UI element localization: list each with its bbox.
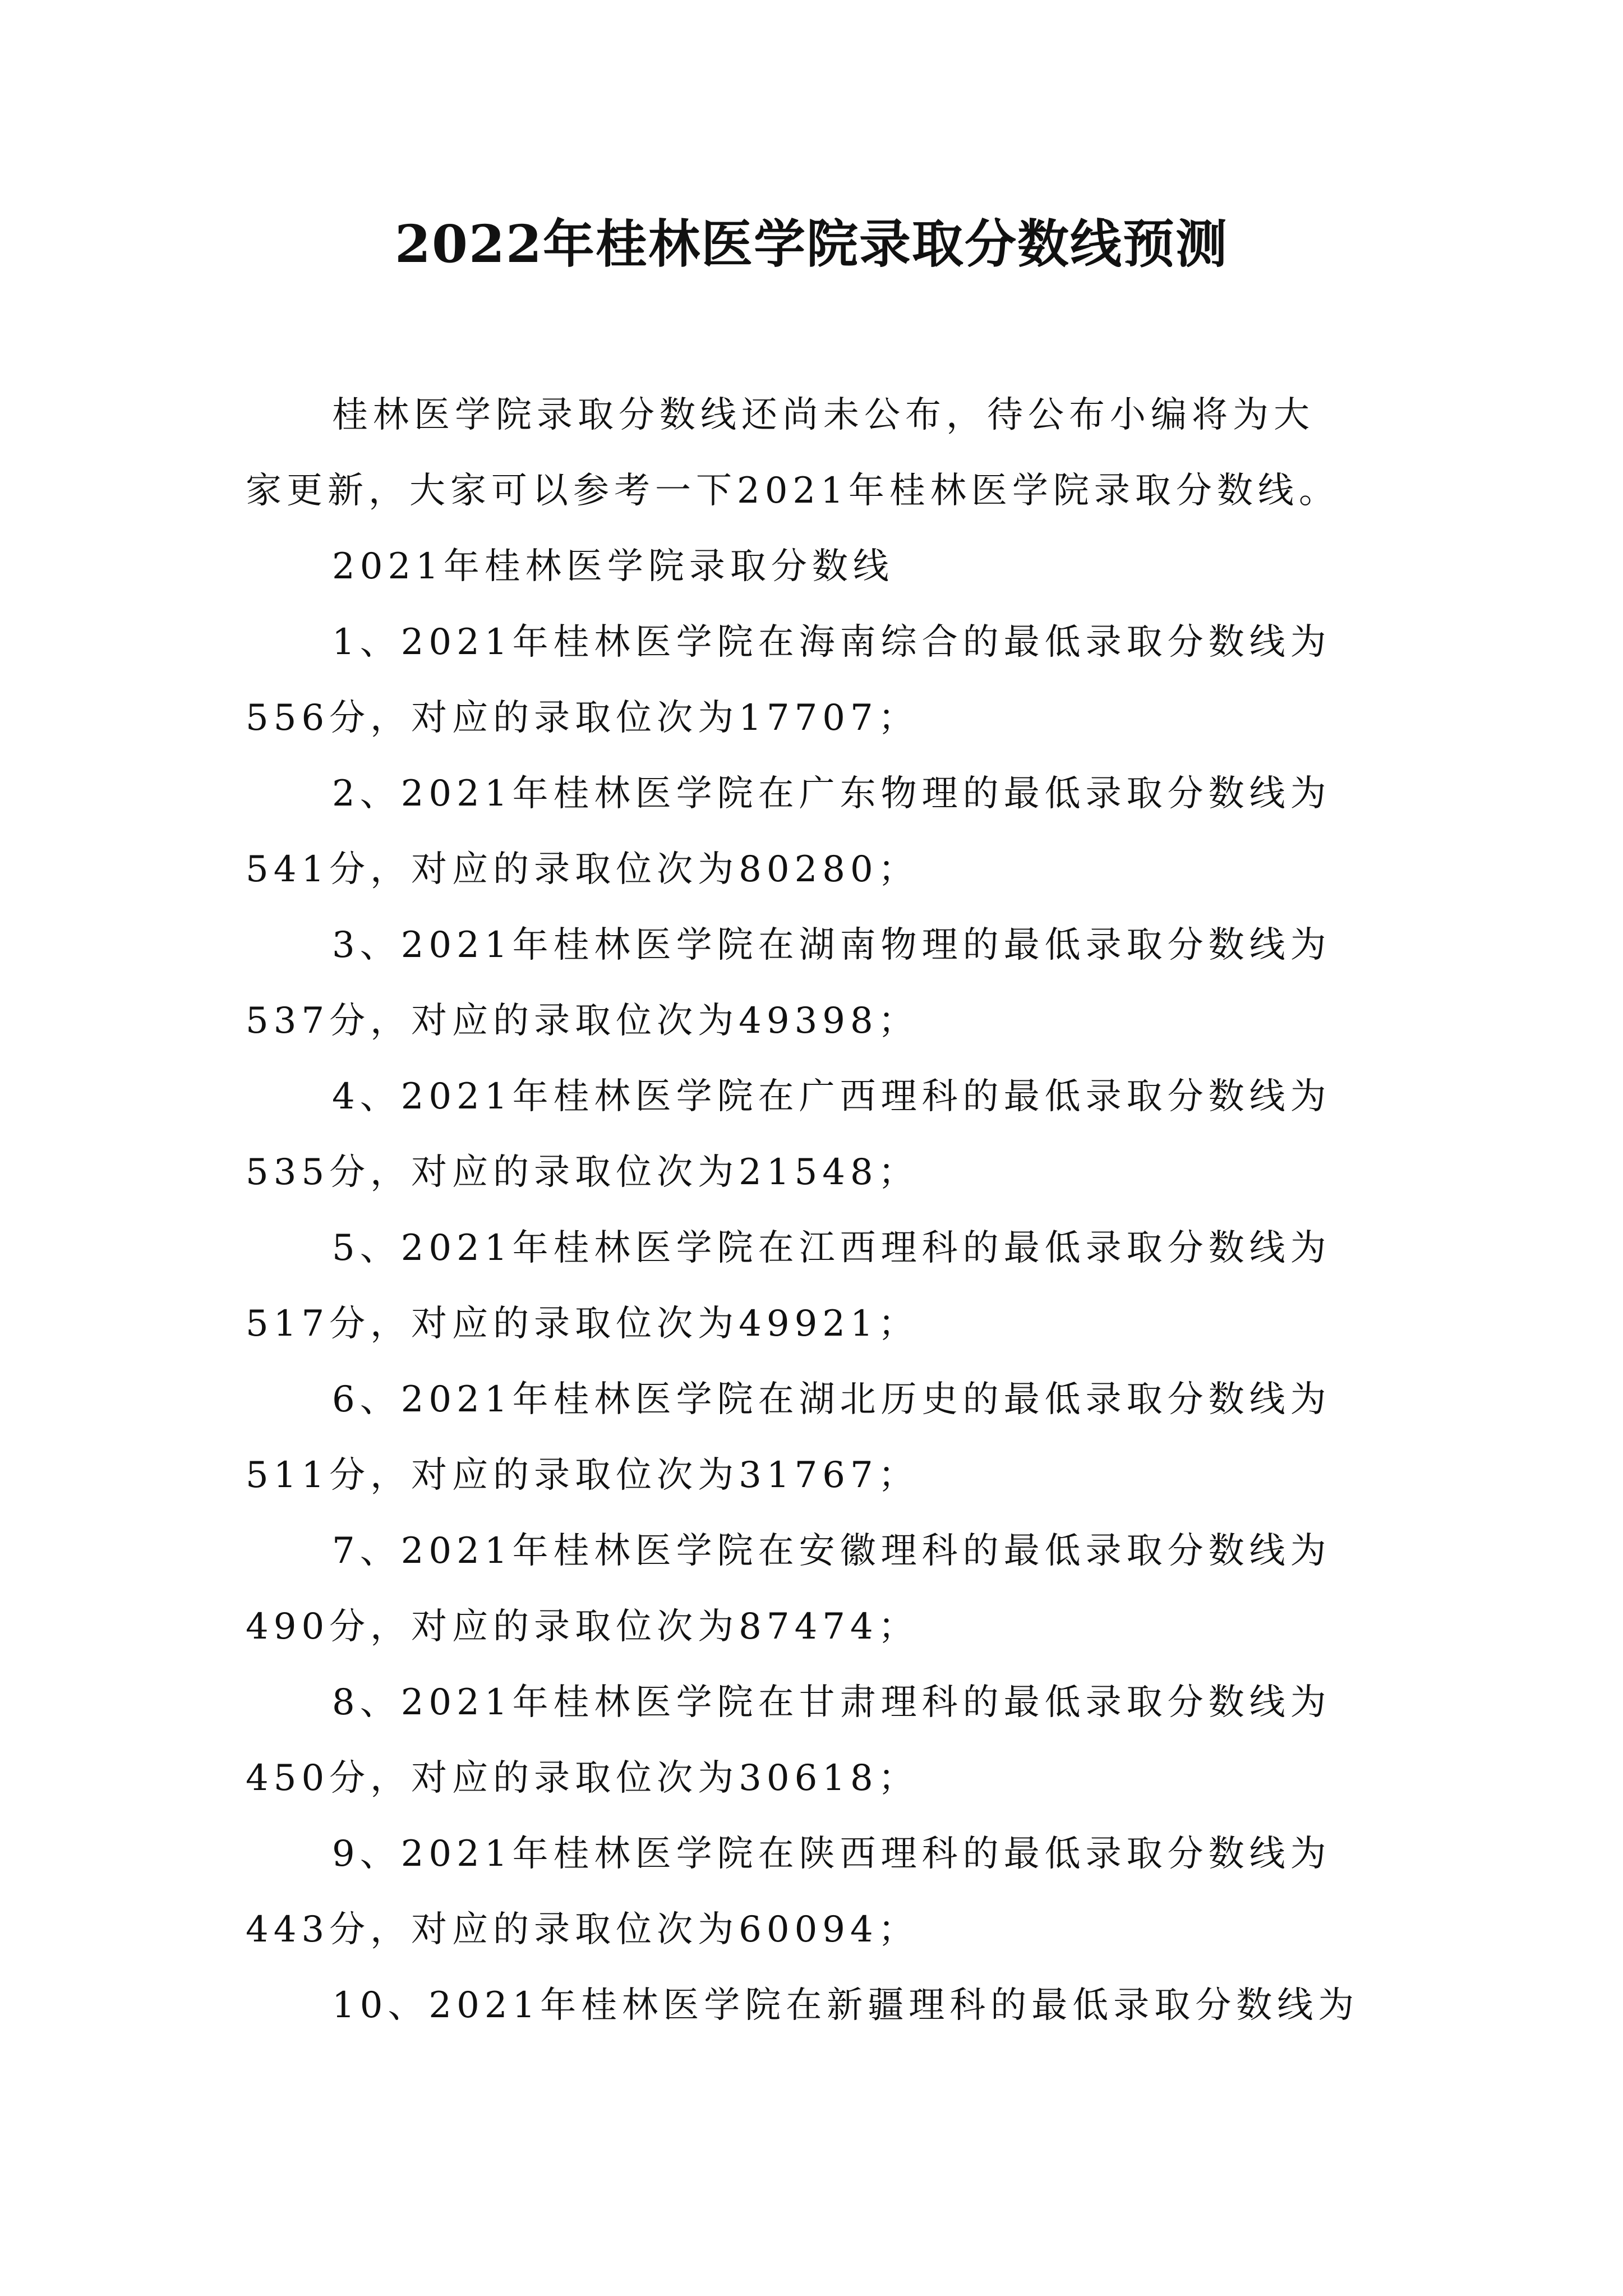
list-item-line-2: 511分，对应的录取位次为31767； bbox=[246, 1455, 919, 1496]
list-item-line-2: 517分，对应的录取位次为49921； bbox=[246, 1303, 919, 1345]
list-item-line-2: 443分，对应的录取位次为60094； bbox=[246, 1909, 919, 1950]
document-title: 2022年桂林医学院录取分数线预测 bbox=[394, 214, 1229, 274]
list-item-line-1: 10、2021年桂林医学院在新疆理科的最低录取分数线为 bbox=[332, 1985, 1359, 2026]
intro-line-2: 家更新，大家可以参考一下2021年桂林医学院录取分数线。 bbox=[246, 470, 1340, 512]
list-item-line-1: 4、2021年桂林医学院在广西理科的最低录取分数线为 bbox=[332, 1076, 1331, 1117]
list-item-line-1: 5、2021年桂林医学院在江西理科的最低录取分数线为 bbox=[332, 1227, 1331, 1269]
list-item-line-1: 9、2021年桂林医学院在陕西理科的最低录取分数线为 bbox=[332, 1833, 1331, 1875]
list-item-line-1: 1、2021年桂林医学院在海南综合的最低录取分数线为 bbox=[332, 622, 1331, 663]
list-item-line-2: 556分，对应的录取位次为17707； bbox=[246, 697, 919, 739]
section-heading: 2021年桂林医学院录取分数线 bbox=[332, 546, 894, 587]
list-item-line-2: 535分，对应的录取位次为21548； bbox=[246, 1152, 919, 1193]
list-item-line-1: 3、2021年桂林医学院在湖南物理的最低录取分数线为 bbox=[332, 924, 1331, 966]
list-item-line-2: 450分，对应的录取位次为30618； bbox=[246, 1757, 919, 1799]
list-item-line-1: 2、2021年桂林医学院在广东物理的最低录取分数线为 bbox=[332, 773, 1331, 815]
list-item-line-1: 7、2021年桂林医学院在安徽理科的最低录取分数线为 bbox=[332, 1530, 1331, 1572]
intro-line-1: 桂林医学院录取分数线还尚未公布，待公布小编将为大 bbox=[332, 394, 1315, 436]
list-item-line-2: 537分，对应的录取位次为49398； bbox=[246, 1000, 919, 1042]
list-item-line-2: 490分，对应的录取位次为87474； bbox=[246, 1606, 919, 1648]
list-item-line-2: 541分，对应的录取位次为80280； bbox=[246, 849, 919, 890]
list-item-line-1: 6、2021年桂林医学院在湖北历史的最低录取分数线为 bbox=[332, 1379, 1331, 1420]
list-item-line-1: 8、2021年桂林医学院在甘肃理科的最低录取分数线为 bbox=[332, 1682, 1331, 1723]
